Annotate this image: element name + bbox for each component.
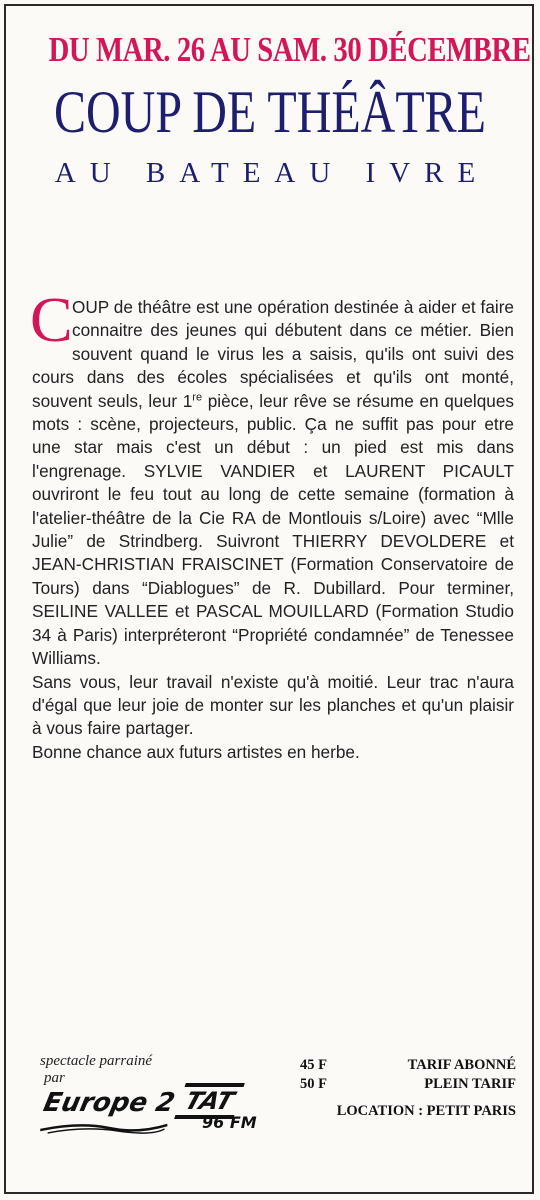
price-amount: 50 F bbox=[300, 1076, 327, 1092]
sponsor-label bbox=[40, 1053, 152, 1087]
page-title: COUP DE THÉÂTRE bbox=[54, 79, 486, 145]
article-rest: pièce, leur rêve se résume en quelques mots : scène, projecteurs, public. Ça ne suffit pas pour etre une star mais c'est un début : un pied est mis dans l'engrenage. SYLVIE VANDIER et LAURENT PICAULT ouvriront le feu tout au long de cette semaine (formation à l'atelier-théâtre de la Cie RA de Montlouis s/Loire) avec “Mlle Julie” de Strindberg. Suivront THIERRY DEVOLDERE et JEAN-CHRISTIAN FRAISCINET (Formation Conservatoire de Tours) dans “Diablogues” de R. Dubillard. Pour terminer, SEILINE VALLEE et PASCAL MOUILLARD (Formation Studio 34 à Paris) interpréteront “Propriété condamnée” de Tenessee Williams. bbox=[32, 390, 514, 669]
price-row-subscriber bbox=[300, 1056, 516, 1075]
price-block bbox=[300, 1056, 516, 1121]
price-row-full bbox=[300, 1075, 516, 1094]
location-line: LOCATION : PETIT PARIS bbox=[336, 1103, 516, 1119]
europe2-logo-text: Europe 2 bbox=[40, 1088, 178, 1118]
price-amount: 45 F bbox=[300, 1057, 327, 1073]
europe2-swoosh-icon bbox=[37, 1122, 170, 1134]
article-paragraph-3: Bonne chance aux futurs artistes en herbe. bbox=[32, 741, 360, 762]
article-lead: OUP de théâtre est une opération destinée à aider et faire connaitre des jeunes qui débutent dans ce métier. Bien souvent quand le virus les a saisis, qu'ils ont suivi des cours dans des écoles spécialisées et qu'ils ont monté, souvent seuls, leur 1 bbox=[32, 297, 514, 411]
date-line: DU MAR. 26 AU SAM. 30 DÉCEMBRE bbox=[48, 30, 531, 69]
tat-logo bbox=[180, 1083, 257, 1132]
price-label: TARIF ABONNÉ bbox=[407, 1057, 516, 1073]
article-paragraph-2: Sans vous, leur travail n'existe qu'à moitié. Leur trac n'aura d'égal que leur joie de monter sur les planches et qu'un plaisir à vous faire partager. bbox=[32, 671, 514, 739]
price-label: PLEIN TARIF bbox=[424, 1076, 516, 1092]
europe2-logo bbox=[41, 1088, 178, 1118]
tat-frequency: 96 FM bbox=[202, 1113, 257, 1132]
venue-subtitle: AU BATEAU IVRE bbox=[54, 157, 490, 189]
article-body bbox=[30, 284, 514, 764]
ordinal-superscript: re bbox=[192, 390, 203, 403]
article-paragraph-1 bbox=[30, 284, 514, 671]
dropcap-letter: C bbox=[30, 284, 73, 355]
dropcap-container bbox=[30, 284, 73, 355]
sponsor-label-line1: spectacle parrainé bbox=[40, 1053, 153, 1069]
sponsor-label-line2: par bbox=[44, 1070, 65, 1086]
tat-logo-text: TAT bbox=[174, 1083, 245, 1119]
